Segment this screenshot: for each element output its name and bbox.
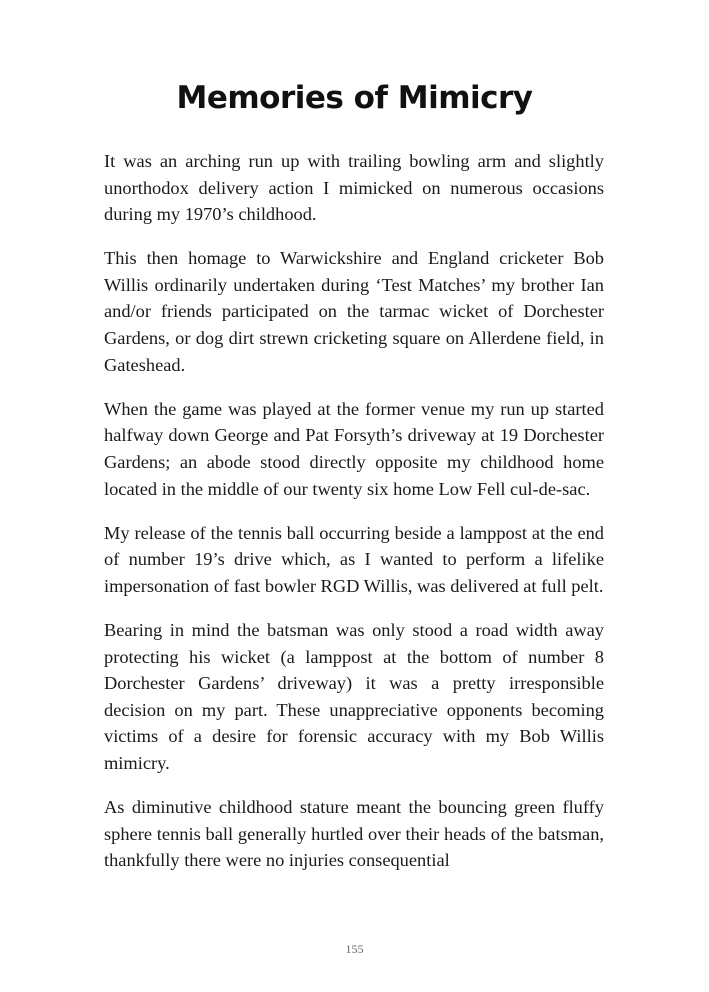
body-text — [104, 148, 604, 891]
paragraph: As diminutive childhood stature meant the bouncing green fluffy sphere tennis ball generally hurtled over their heads of the batsman, thankfully there were no injuries consequential — [104, 796, 604, 871]
paragraph: This then homage to Warwickshire and England cricketer Bob Willis ordinarily undertaken during ‘Test Matches’ my brother Ian and/or friends participated on the tarmac wicket of Dorchester Gardens, or dog dirt strewn cricketing square on Allerdene field, in Gateshead. — [104, 248, 604, 375]
chapter-title: Memories of Mimicry — [176, 80, 533, 116]
paragraph: When the game was played at the former venue my run up started halfway down George and Pat Forsyth’s driveway at 19 Dorchester Gardens; an abode stood directly opposite my childhood home located in the middle of our twenty six home Low Fell cul-de-sac. — [104, 398, 604, 499]
page-number: 155 — [345, 942, 364, 956]
paragraph: Bearing in mind the batsman was only stood a road width away protecting his wicket (a lamppost at the bottom of number 8 Dorchester Gardens’ driveway) it was a pretty irresponsible decision on my part. These unappreciative opponents becoming victims of a desire for forensic accuracy with my Bob Willis mimicry. — [104, 619, 604, 773]
paragraph: It was an arching run up with trailing bowling arm and slightly unorthodox delivery action I mimicked on numerous occasions during my 1970’s childhood. — [104, 151, 604, 225]
paragraph: My release of the tennis ball occurring beside a lamppost at the end of number 19’s drive which, as I wanted to perform a lifelike impersonation of fast bowler RGD Willis, was delivered at full pelt. — [104, 522, 604, 596]
